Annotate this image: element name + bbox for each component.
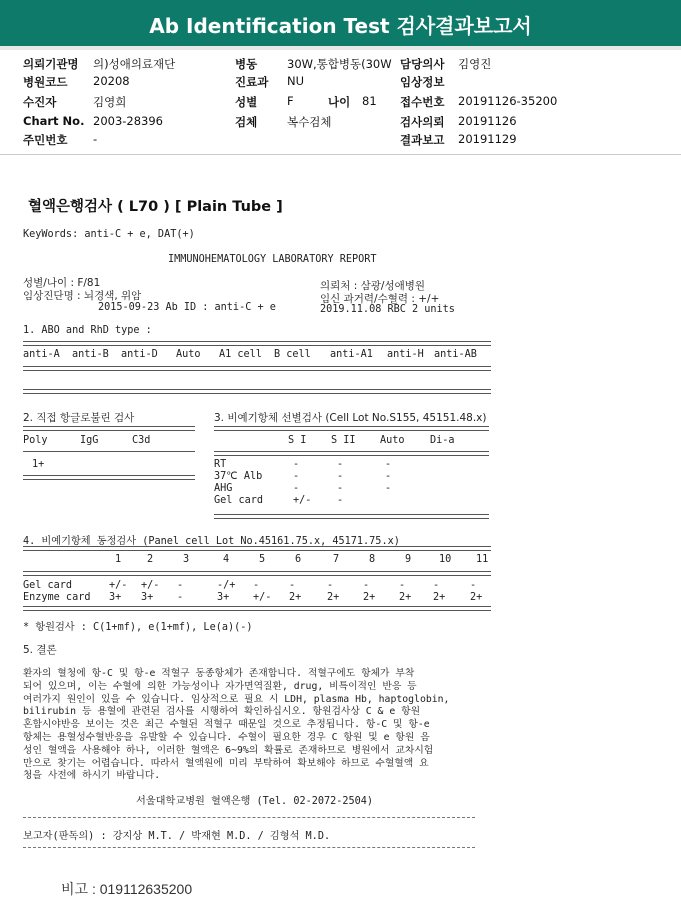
conclusion-line: 청을 사전에 하시기 바랍니다.: [23, 770, 161, 782]
signature-rule-bottom: [23, 847, 475, 848]
scanned-report: [6, 165, 668, 907]
panel-cell: 3+: [217, 592, 230, 603]
abo-column-header: B cell: [274, 349, 311, 360]
header-value: 2003-28396: [93, 114, 163, 128]
panel-cell: 2+: [289, 592, 302, 603]
referring-hospital: 의뢰처 : 삼광/성애병원: [320, 280, 426, 292]
conclusion-line: 되어 있으며, 이는 수혈에 의한 가능성이나 자가면역질환, drug, 비특이적인 반응 등: [23, 680, 417, 692]
header-value: 20191126: [458, 114, 517, 128]
panel-cell: -: [399, 580, 406, 591]
abo-column-header: anti-A: [23, 349, 60, 360]
keywords: KeyWords: anti-C + e, DAT(+): [23, 229, 195, 240]
panel-rule-bottom: [23, 606, 491, 611]
screening-column-header: Auto: [380, 435, 405, 446]
header-label: 진료과: [235, 75, 269, 89]
header-divider: [0, 154, 681, 155]
panel-column-header: 11: [476, 554, 489, 565]
header-label: 접수번호: [400, 95, 445, 109]
abo-column-header: anti-A1: [330, 349, 373, 360]
panel-cell: -: [470, 580, 477, 591]
screening-rule-top: [214, 426, 489, 431]
screening-section-title: 3. 비예기항체 선별검사 (Cell Lot No.S155, 45151.48.x): [214, 412, 487, 424]
abo-column-header: Auto: [176, 349, 201, 360]
screening-column-header: S II: [331, 435, 356, 446]
sex-age: 성별/나이 : F/81: [23, 277, 101, 289]
screening-row-label: RT: [214, 459, 227, 470]
panel-cell: 2+: [433, 592, 446, 603]
report-title-bar: [0, 0, 681, 50]
panel-cell: -: [363, 580, 370, 591]
panel-cell: -: [433, 580, 440, 591]
header-value: NU: [287, 74, 305, 88]
dat-rule-bottom: [23, 475, 195, 480]
abo-column-header: anti-H: [387, 349, 424, 360]
screening-cell: -: [337, 495, 344, 506]
abo-rule-mid: [23, 366, 491, 371]
panel-row-label: Gel card: [23, 580, 73, 591]
header-label: 검체: [235, 115, 258, 129]
header-label: 수진자: [23, 95, 57, 109]
panel-cell: -: [289, 580, 296, 591]
panel-column-header: 4: [223, 554, 230, 565]
panel-column-header: 8: [369, 554, 376, 565]
panel-row-label: Enzyme card: [23, 592, 91, 603]
panel-column-header: 9: [405, 554, 412, 565]
panel-cell: 3+: [109, 592, 122, 603]
reporter: 보고자(판독의) : 강지상 M.T. / 박재현 M.D. / 김형석 M.D.: [23, 831, 331, 842]
screening-cell: -: [337, 483, 344, 494]
panel-cell: 2+: [363, 592, 376, 603]
report-heading: 혈액은행검사 ( L70 ) [ Plain Tube ]: [28, 199, 283, 215]
header-value: 20191126-35200: [458, 94, 558, 108]
signature-rule-top: [23, 817, 475, 818]
panel-column-header: 1: [115, 554, 122, 565]
previous-ab-id: 2015-09-23 Ab ID : anti-C + e: [98, 302, 276, 313]
panel-cell: +/-: [141, 580, 160, 591]
abo-rule-bottom: [23, 389, 491, 394]
header-value: 20191129: [458, 132, 517, 146]
abo-column-header: anti-B: [72, 349, 109, 360]
header-label: 병동: [235, 57, 258, 71]
conclusion-title: 5. 결론: [23, 644, 57, 656]
panel-column-header: 7: [333, 554, 340, 565]
dat-rule-top: [23, 426, 195, 431]
diagnosis: 임상진단명 : 뇌경색, 위암: [23, 290, 142, 302]
panel-column-header: 6: [295, 554, 302, 565]
conclusion-line: 여러가지 원인이 있을 수 있습니다. 임상적으로 필요 시 LDH, plasma Hb, haptoglobin,: [23, 693, 450, 705]
panel-cell: 3+: [141, 592, 154, 603]
blood-bank-signature: 서울대학교병원 혈액은행 (Tel. 02-2072-2504): [136, 796, 374, 807]
dat-column-header: Poly: [23, 435, 48, 446]
panel-cell: 2+: [470, 592, 483, 603]
antigen-test: * 항원검사 : C(1+mf), e(1+mf), Le(a)(-): [23, 622, 253, 633]
conclusion-line: 환자의 혈청에 항-C 및 항-e 적혈구 동종항체가 존재합니다. 적혈구에도 항체가 부착: [23, 668, 415, 679]
panel-cell: 2+: [399, 592, 412, 603]
screening-cell: -: [337, 471, 344, 482]
header-value: 김영진: [458, 57, 492, 71]
screening-row-label: 37℃ Alb: [214, 471, 263, 482]
dat-rule-mid: [23, 451, 195, 452]
panel-column-header: 5: [259, 554, 266, 565]
screening-cell: -: [293, 459, 300, 470]
age-label: 나이: [328, 95, 351, 109]
panel-cell: -/+: [217, 580, 236, 591]
abo-column-header: anti-AB: [434, 349, 477, 360]
header-value: F: [287, 94, 294, 108]
panel-rule-top: [23, 546, 491, 551]
panel-cell: +/-: [109, 580, 128, 591]
panel-rule-mid: [23, 571, 491, 576]
abo-section-title: 1. ABO and RhD type :: [23, 325, 152, 336]
screening-row-label: AHG: [214, 483, 233, 494]
dat-section-title: 2. 직접 항글로불린 검사: [23, 412, 135, 424]
header-value: 복수검체: [287, 115, 332, 129]
report-title: Ab Identification Test 검사결과보고서: [149, 14, 532, 38]
header-value: 의)성애의료재단: [93, 57, 176, 71]
panel-cell: -: [177, 592, 184, 603]
header-value: 김영희: [93, 95, 127, 109]
screening-column-header: S I: [288, 435, 307, 446]
header-label: 의뢰기관명: [23, 57, 79, 71]
header-label: 병원코드: [23, 75, 68, 89]
screening-cell: -: [385, 483, 392, 494]
panel-cell: -: [327, 580, 334, 591]
header-value: -: [93, 132, 98, 146]
conclusion-line: 항체는 용혈성수혈반응을 유발할 수 있습니다. 수혈이 필요한 경우 C 항원 및 e 항원 음: [23, 732, 430, 743]
header-label: Chart No.: [23, 114, 85, 128]
panel-column-header: 3: [183, 554, 190, 565]
header-label: 성별: [235, 95, 258, 109]
transfusion-record: 2019.11.08 RBC 2 units: [320, 304, 455, 315]
note: 비고 : 019112635200: [61, 881, 193, 897]
panel-cell: 2+: [327, 592, 340, 603]
panel-cell: -: [253, 580, 260, 591]
screening-cell: -: [293, 471, 300, 482]
pregnancy-transfusion-history: 임신 과거력/수혈력 : +/+: [320, 293, 440, 305]
screening-column-header: Di-a: [430, 435, 455, 446]
panel-column-header: 2: [147, 554, 154, 565]
header-label: 검사의뢰: [400, 115, 445, 129]
conclusion-line: bilirubin 등 용혈에 관련된 검사를 시행하여 확인하십시오. 항원검사상 C & e 항원: [23, 706, 421, 718]
header-value: 20208: [93, 74, 130, 88]
header-label: 주민번호: [23, 133, 68, 147]
screening-rule-mid: [214, 451, 489, 456]
screening-cell: +/-: [293, 495, 312, 506]
panel-cell: +/-: [253, 592, 272, 603]
header-label: 임상정보: [400, 75, 445, 89]
abo-column-header: A1 cell: [219, 349, 262, 360]
abo-column-header: anti-D: [121, 349, 158, 360]
dat-column-header: IgG: [80, 435, 99, 446]
panel-column-header: 10: [439, 554, 452, 565]
dat-poly-value: 1+: [32, 459, 45, 470]
screening-cell: -: [385, 471, 392, 482]
abo-rule-top: [23, 341, 491, 346]
screening-rule-bottom: [214, 514, 489, 519]
header-value: 30W,통합병동(30W: [287, 57, 392, 71]
lab-report-title: IMMUNOHEMATOLOGY LABORATORY REPORT: [168, 254, 377, 265]
header-label: 결과보고: [400, 133, 445, 147]
conclusion-line: 성인 혈액을 사용해야 하나, 이러한 혈액은 6~9%의 확률로 존재하므로 병원에서 교차시험: [23, 744, 434, 756]
dat-column-header: C3d: [132, 435, 151, 446]
conclusion-line: 만으로 찾기는 어렵습니다. 따라서 혈액원에 미리 부탁하여 확보해야 하므로 수혈혈액 요: [23, 757, 429, 769]
screening-row-label: Gel card: [214, 495, 264, 506]
age-value: 81: [362, 94, 377, 108]
screening-cell: -: [293, 483, 300, 494]
screening-cell: -: [385, 459, 392, 470]
screening-cell: -: [337, 459, 344, 470]
conclusion-line: 혼합시야반응 보이는 것은 최근 수혈된 적혈구 때문일 것으로 추정됩니다. 항-C 및 항-e: [23, 719, 430, 731]
panel-section-title: 4. 비예기항체 동정검사 (Panel cell Lot No.45161.75.x, 45171.75.x): [23, 536, 400, 547]
header-label: 담당의사: [400, 57, 445, 71]
panel-cell: -: [177, 580, 184, 591]
